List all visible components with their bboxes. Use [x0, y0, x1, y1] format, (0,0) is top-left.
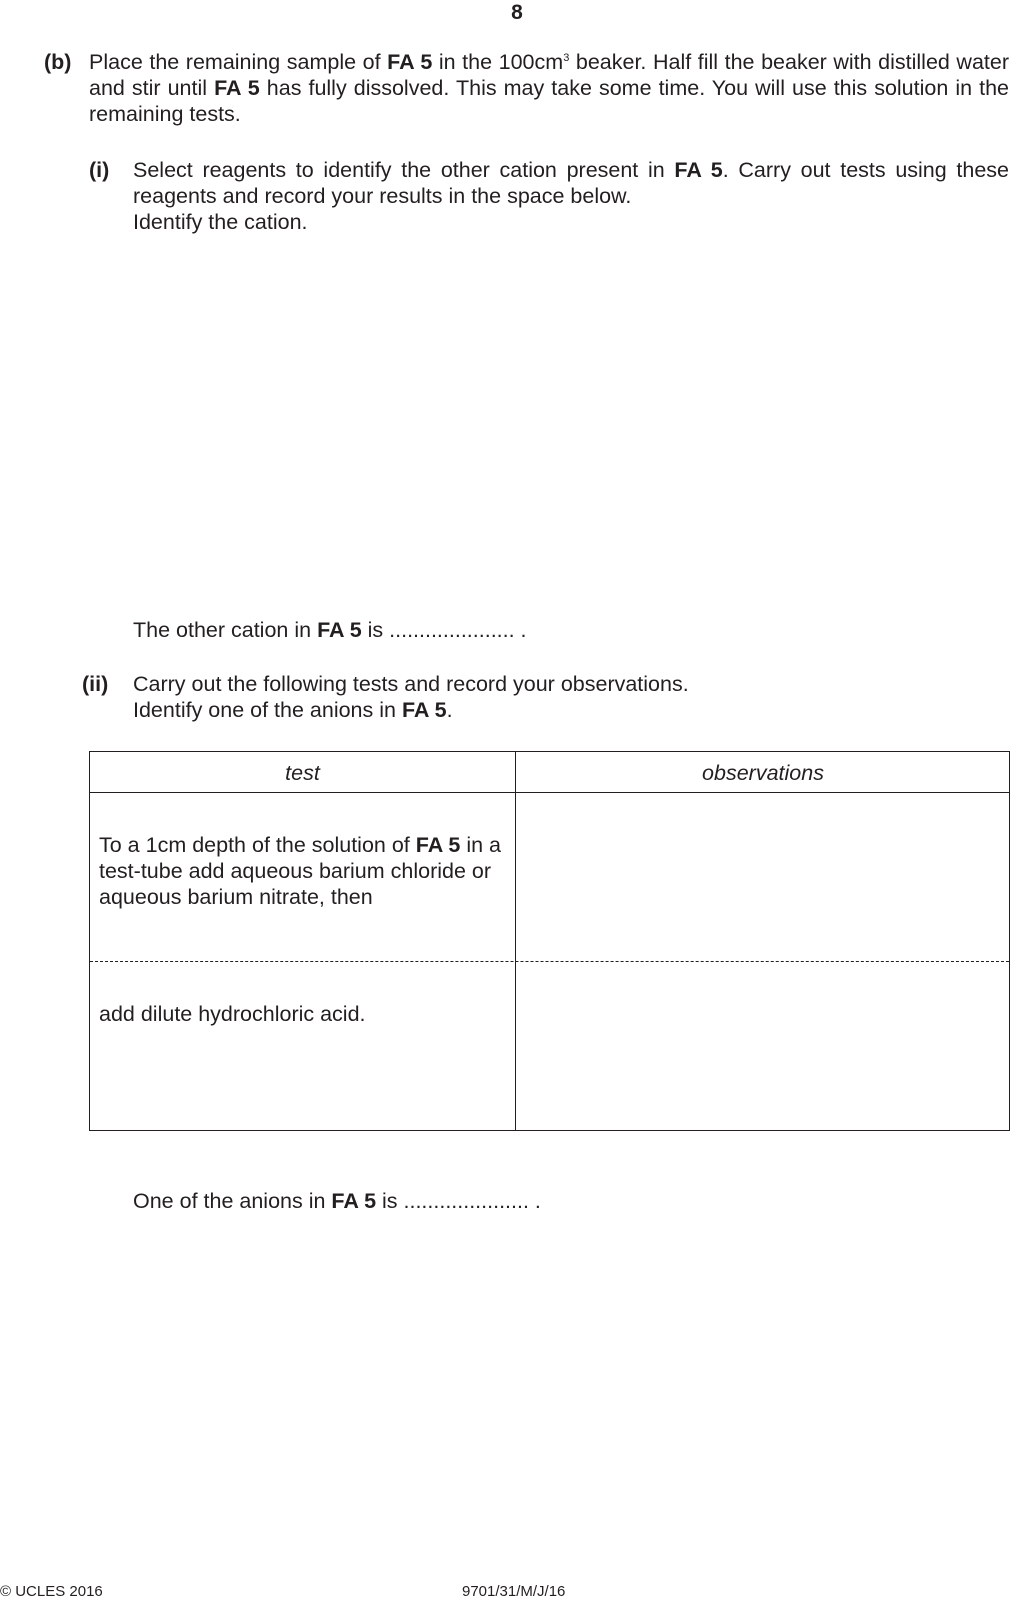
part-i-label: (i)	[89, 158, 110, 182]
table-header-observations: observations	[702, 761, 824, 785]
table-row-2-test: add dilute hydrochloric acid.	[99, 1002, 366, 1026]
footer-paper-code: 9701/31/M/J/16	[462, 1583, 566, 1600]
tests-table	[89, 751, 1010, 1131]
table-header-divider	[90, 792, 1009, 793]
anion-answer-line: One of the anions in FA 5 is ..................... .	[133, 1189, 541, 1213]
table-row-divider	[90, 961, 1009, 962]
table-column-divider	[515, 752, 516, 1130]
footer-copyright: © UCLES 2016	[0, 1583, 103, 1600]
part-ii-text: Carry out the following tests and record your observations. Identify one of the anions in FA 5.	[133, 672, 689, 722]
cation-answer-line: The other cation in FA 5 is ..................... .	[133, 618, 527, 642]
part-i-text: Select reagents to identify the other cation present in FA 5. Carry out tests using these reagents and record your results in the space below. Identify the cation.	[133, 158, 1009, 234]
part-b-label: (b)	[44, 50, 72, 74]
table-header-test: test	[285, 761, 320, 785]
table-row-1-test: To a 1cm depth of the solution of FA 5 in a test-tube add aqueous barium chloride or aqueous barium nitrate, then	[99, 833, 501, 909]
part-ii-label: (ii)	[82, 672, 109, 696]
part-b-text: Place the remaining sample of FA 5 in the $100cm^3$ beaker. Half fill the beaker with distilled water and stir until FA 5 has fully dissolved. This may take some time. You will use this solution in the remaining tests.	[89, 50, 1009, 126]
page-number: 8	[511, 1, 523, 24]
